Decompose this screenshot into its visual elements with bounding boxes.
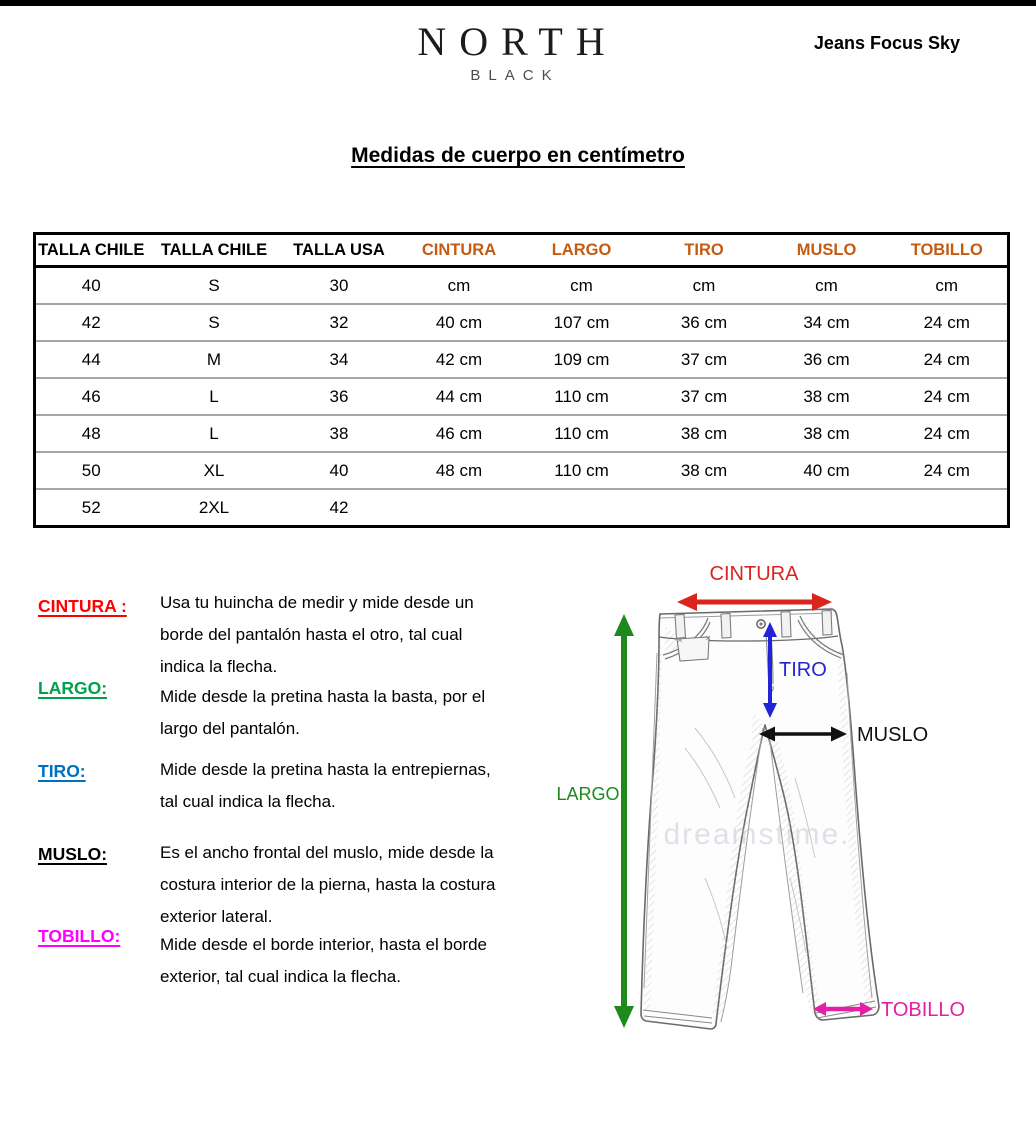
table-cell: 24 cm <box>887 378 1009 415</box>
table-cell: 38 cm <box>642 452 767 489</box>
table-row <box>35 489 1009 527</box>
def-desc-tiro: Mide desde la pretina hasta la entrepiernas, tal cual indica la flecha. <box>160 760 491 811</box>
table-header-row <box>35 234 1009 267</box>
table-cell: 40 <box>81 275 101 295</box>
table-cell: 46 cm <box>397 415 522 452</box>
table-cell: 48 cm <box>397 452 522 489</box>
size-table <box>33 232 1010 528</box>
cintura-measure <box>677 563 832 611</box>
col-header-tiro: TIRO <box>642 234 767 267</box>
def-term-muslo: MUSLO: <box>38 844 108 864</box>
tiro-label: TIRO <box>779 659 827 681</box>
table-cell: 30 <box>329 275 349 295</box>
def-term-largo: LARGO: <box>38 678 108 698</box>
table-cell: 37 cm <box>642 341 767 378</box>
table-row <box>35 341 1009 378</box>
col-header-cintura: CINTURA <box>397 234 522 267</box>
table-cell: 38 cm <box>767 378 887 415</box>
table-cell: 24 cm <box>887 415 1009 452</box>
muslo-label: MUSLO <box>857 724 929 746</box>
cintura-arrow <box>677 593 832 611</box>
def-desc-cintura: Usa tu huincha de medir y mide desde un borde del pantalón hasta el otro, tal cual indica la flecha. <box>160 593 474 676</box>
table-cell: 46 <box>35 378 147 415</box>
col-header-talla-chile-2: TALLA CHILE <box>147 234 282 267</box>
table-cell: 42 cm <box>397 341 522 378</box>
table-cell: 44 cm <box>397 378 522 415</box>
table-cell: XL <box>147 452 282 489</box>
def-desc-muslo: Es el ancho frontal del muslo, mide desde la costura interior de la pierna, hasta la costura exterior lateral. <box>160 843 496 926</box>
table-cell: cm <box>447 275 471 295</box>
page-title: Medidas de cuerpo en centímetro <box>351 144 685 167</box>
col-header-largo: LARGO <box>522 234 642 267</box>
table-cell: 38 cm <box>642 415 767 452</box>
col-header-talla-chile-1: TALLA CHILE <box>35 234 147 267</box>
jeans-illustration <box>641 609 879 1029</box>
table-cell: 110 cm <box>522 378 642 415</box>
largo-label: LARGO <box>556 784 620 804</box>
def-term-cintura: CINTURA : <box>38 596 127 616</box>
table-cell: 44 <box>35 341 147 378</box>
jeans-diagram <box>555 548 1036 1100</box>
col-header-talla-usa: TALLA USA <box>282 234 397 267</box>
def-desc-tobillo: Mide desde el borde interior, hasta el borde exterior, tal cual indica la flecha. <box>160 935 487 986</box>
table-cell: 52 <box>35 489 147 527</box>
table-cell: 107 cm <box>522 304 642 341</box>
table-cell: 24 cm <box>887 452 1009 489</box>
table-cell <box>767 489 887 527</box>
table-cell: L <box>147 415 282 452</box>
col-header-muslo: MUSLO <box>767 234 887 267</box>
table-cell: 40 cm <box>767 452 887 489</box>
table-cell: 38 <box>282 415 397 452</box>
col-header-tobillo: TOBILLO <box>887 234 1009 267</box>
top-border <box>0 0 1036 6</box>
table-row <box>35 415 1009 452</box>
watermark-text: dreamstime. <box>663 818 851 851</box>
table-cell <box>397 489 522 527</box>
brand-logo <box>403 20 619 84</box>
table-cell: 24 cm <box>887 304 1009 341</box>
coin-pocket <box>677 637 709 661</box>
table-cell: 36 <box>282 378 397 415</box>
table-cell: 37 cm <box>642 378 767 415</box>
table-cell: 36 cm <box>642 304 767 341</box>
table-cell <box>522 489 642 527</box>
table-cell: cm <box>570 275 593 295</box>
table-cell: 34 <box>282 341 397 378</box>
table-cell: 40 cm <box>397 304 522 341</box>
table-cell: 110 cm <box>522 452 642 489</box>
table-cell: 36 cm <box>767 341 887 378</box>
table-cell: 24 cm <box>887 341 1009 378</box>
table-cell: S <box>208 275 220 295</box>
brand-subname: BLACK <box>470 67 560 84</box>
table-cell: L <box>147 378 282 415</box>
table-row <box>35 452 1009 489</box>
table-cell: S <box>147 304 282 341</box>
table-cell: 40 <box>282 452 397 489</box>
tobillo-label: TOBILLO <box>881 999 966 1021</box>
table-cell: 110 cm <box>522 415 642 452</box>
table-cell: cm <box>692 275 716 295</box>
cintura-label: CINTURA <box>709 563 799 585</box>
table-row <box>35 304 1009 341</box>
table-cell <box>887 489 1009 527</box>
largo-measure <box>556 614 634 1028</box>
table-cell: 2XL <box>147 489 282 527</box>
table-cell: 34 cm <box>767 304 887 341</box>
def-term-tiro: TIRO: <box>38 761 86 781</box>
table-cell: 42 <box>282 489 397 527</box>
table-row <box>35 378 1009 415</box>
largo-arrow <box>614 614 634 1028</box>
table-cell: 48 <box>35 415 147 452</box>
def-term-tobillo: TOBILLO: <box>38 926 121 946</box>
brand-name: NORTH <box>417 19 618 64</box>
table-cell: 50 <box>35 452 147 489</box>
table-cell <box>642 489 767 527</box>
table-cell: 42 <box>35 304 147 341</box>
table-cell: 32 <box>282 304 397 341</box>
product-name: Jeans Focus Sky <box>813 33 960 53</box>
table-row <box>35 267 1009 305</box>
table-cell: 38 cm <box>767 415 887 452</box>
def-desc-largo: Mide desde la pretina hasta la basta, por el largo del pantalón. <box>160 687 486 738</box>
table-cell: 109 cm <box>522 341 642 378</box>
table-cell: cm <box>815 275 838 295</box>
table-cell: cm <box>935 275 959 295</box>
table-cell: M <box>147 341 282 378</box>
